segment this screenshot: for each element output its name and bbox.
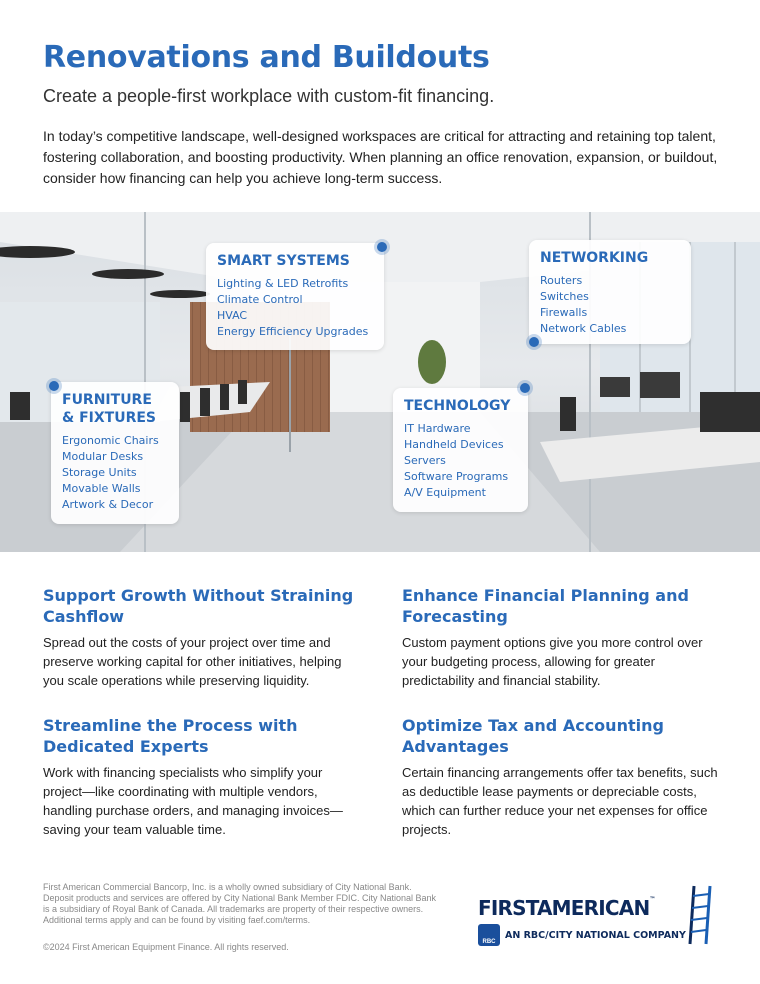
feature-body: Spread out the costs of your project over time and preserve working capital for other initiatives, helping you scale operations while preserving liquidity. xyxy=(43,635,342,688)
logo-wordmark xyxy=(478,896,655,920)
list-item: Movable Walls xyxy=(62,482,141,495)
hotspot-dot xyxy=(529,337,539,347)
list-item: Storage Units xyxy=(62,466,137,479)
page-subtitle: Create a people-first workplace with custom-fit financing. xyxy=(43,86,495,106)
list-item: IT Hardware xyxy=(404,422,471,435)
technology-title: TECHNOLOGY xyxy=(404,398,511,414)
furniture-fixtures-title: FURNITURE & FIXTURES xyxy=(62,392,156,426)
furniture-fixtures-card xyxy=(51,382,179,524)
feature-title: Optimize Tax and Accounting Advantages xyxy=(402,716,664,756)
networking-card xyxy=(529,240,691,344)
office-hero-image xyxy=(0,212,760,552)
list-item: HVAC xyxy=(217,309,248,322)
rbc-shield-icon xyxy=(478,924,500,946)
list-item: A/V Equipment xyxy=(404,486,486,499)
list-item: Energy Efficiency Upgrades xyxy=(217,325,369,338)
page-title: Renovations and Buildouts xyxy=(43,40,490,75)
feature-title: Enhance Financial Planning and Forecasting xyxy=(402,586,689,626)
smart-systems-card xyxy=(206,243,384,350)
list-item: Servers xyxy=(404,454,446,467)
list-item: Ergonomic Chairs xyxy=(62,434,159,447)
hotspot-dot xyxy=(49,381,59,391)
copyright-notice: ©2024 First American Equipment Finance. All rights reserved. xyxy=(43,942,289,952)
technology-card xyxy=(393,388,528,512)
smart-systems-title: SMART SYSTEMS xyxy=(217,253,350,269)
list-item: Climate Control xyxy=(217,293,303,306)
list-item: Network Cables xyxy=(540,322,627,335)
feature-title: Support Growth Without Straining Cashflow xyxy=(43,586,354,626)
networking-title: NETWORKING xyxy=(540,250,649,266)
list-item: Handheld Devices xyxy=(404,438,504,451)
list-item: Firewalls xyxy=(540,306,588,319)
rbc-badge-text: RBC xyxy=(482,939,496,945)
feature-title: Streamline the Process with Dedicated Experts xyxy=(43,716,298,756)
feature-experts xyxy=(43,715,363,839)
feature-tax xyxy=(402,715,722,839)
hotspot-dot xyxy=(377,242,387,252)
list-item: Switches xyxy=(540,290,589,303)
legal-disclaimer: First American Commercial Bancorp, Inc. is a wholly owned subsidiary of City National Bank. Deposit products and services are offered by City National Bank Member FDIC. City National Bank is a subsidiary of Royal Bank of Canada. All trademarks are property of their respective owners. Additional terms apply and can be found by visiting faef.com/terms. xyxy=(43,882,437,925)
feature-body: Certain financing arrangements offer tax benefits, such as deductible lease payments or depreciable costs, which can further reduce your net expenses for office projects. xyxy=(402,765,718,837)
list-item: Artwork & Decor xyxy=(62,498,154,511)
intro-paragraph: In today’s competitive landscape, well-designed workspaces are critical for attracting and retaining top talent, fostering collaboration, and boosting productivity. When planning an office renovation, expansion, or buildout, consider how financing can help you achieve long-term success. xyxy=(43,128,718,186)
list-item: Lighting & LED Retrofits xyxy=(217,277,349,290)
ladder-mark-icon xyxy=(686,884,716,946)
logo-trademark: ™ xyxy=(649,896,655,903)
feature-body: Work with financing specialists who simplify your project—like coordinating with multiple vendors, handling purchase orders, and managing invoices—saving your team valuable time. xyxy=(43,765,343,837)
feature-cashflow xyxy=(43,585,363,690)
first-american-logo xyxy=(478,884,723,954)
feature-planning xyxy=(402,585,722,690)
logo-name-text: FIRSTAMERICAN xyxy=(478,896,650,920)
list-item: Software Programs xyxy=(404,470,509,483)
list-item: Modular Desks xyxy=(62,450,144,463)
list-item: Routers xyxy=(540,274,583,287)
feature-body: Custom payment options give you more control over your budgeting process, allowing for greater predictability and financial stability. xyxy=(402,635,703,688)
logo-tagline: AN RBC/CITY NATIONAL COMPANY xyxy=(505,930,686,941)
hotspot-dot xyxy=(520,383,530,393)
